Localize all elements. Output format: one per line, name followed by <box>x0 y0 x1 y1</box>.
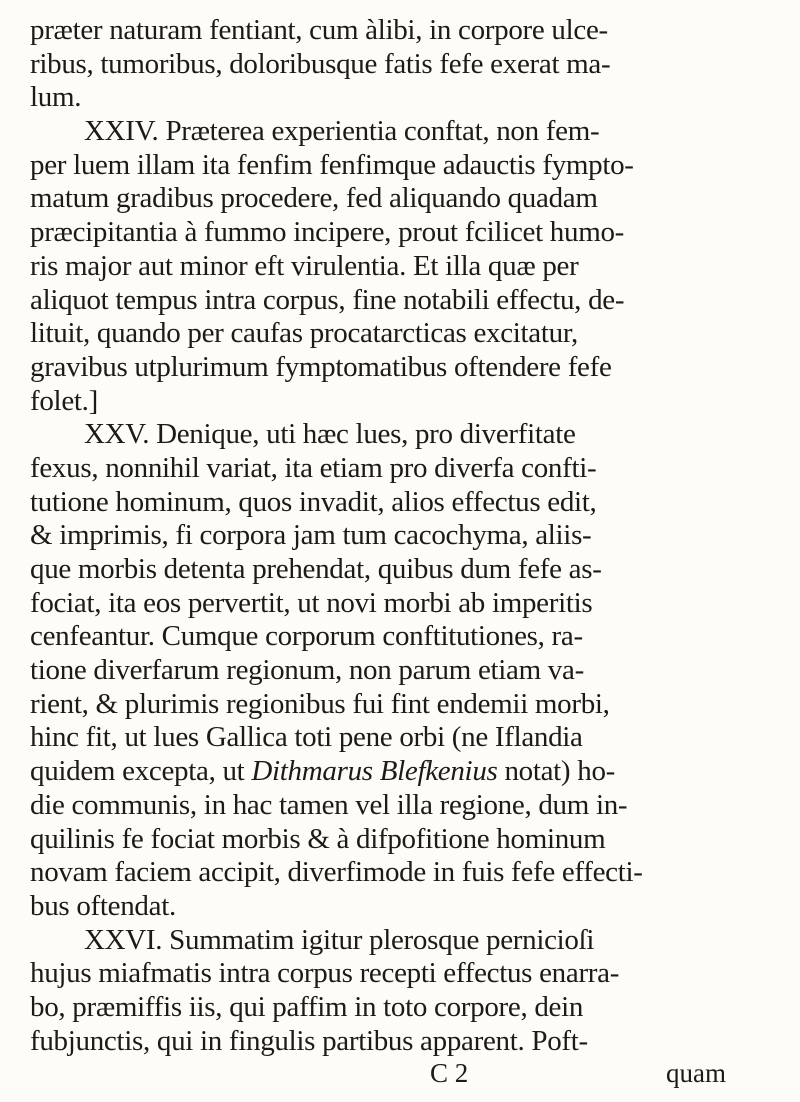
text-line: novam faciem accipit, diverfimode in fuis fefe effecti- <box>30 856 643 889</box>
text-line: per luem illam ita fenfim fenfimque adauctis fympto- <box>30 148 634 181</box>
text-line: ribus, tumoribus, doloribusque fatis fefe exerat ma- <box>30 47 611 80</box>
text-line: aliquot tempus intra corpus, fine notabili effectu, de- <box>30 283 625 316</box>
text-line: & imprimis, fi corpora jam tum cacochyma, aliis- <box>30 519 592 552</box>
text-line: tutione hominum, quos invadit, alios effectus edit, <box>30 485 597 518</box>
signature-mark: C 2 <box>430 1058 469 1089</box>
text-line: lum. <box>30 81 82 114</box>
paragraph-xxiv-start: XXIV. Præterea experientia conftat, non fem- <box>84 115 600 148</box>
text-line: fexus, nonnihil variat, ita etiam pro diverfa confti- <box>30 451 597 484</box>
text-line: lituit, quando per caufas procatarcticas excitatur, <box>30 317 578 350</box>
line-part: quidem excepta, ut <box>30 755 252 788</box>
catchword: quam <box>666 1058 726 1089</box>
line-part: notat) ho- <box>497 755 616 788</box>
paragraph-xxv-start: XXV. Denique, uti hæc lues, pro diverfitate <box>84 418 576 451</box>
text-line: fociat, ita eos pervertit, ut novi morbi ab imperitis <box>30 586 593 619</box>
text-line: fubjunctis, qui in fingulis partibus apparent. Poft- <box>30 1024 588 1057</box>
text-line: cenfeantur. Cumque corporum conftitutiones, ra- <box>30 620 583 653</box>
text-line: quilinis fe fociat morbis & à difpofitione hominum <box>30 822 606 855</box>
text-line-with-citation <box>30 755 790 789</box>
cited-author: Dithmarus Blefkenius <box>251 755 498 788</box>
text-line: ris major aut minor eft virulentia. Et illa quæ per <box>30 249 579 282</box>
text-line: que morbis detenta prehendat, quibus dum fefe as- <box>30 553 602 585</box>
text-line: tione diverfarum regionum, non parum etiam va- <box>30 654 584 687</box>
text-line: folet.] <box>30 384 98 417</box>
body-text <box>30 14 790 1088</box>
paragraph-xxvi-start: XXVI. Summatim igitur plerosque pernicioſi <box>84 923 595 956</box>
text-line: gravibus utplurimum fymptomatibus oftendere fefe <box>30 350 612 383</box>
text-line: hujus miafmatis intra corpus recepti effectus enarra- <box>30 957 620 990</box>
text-line: bo, præmiffis iis, qui paffim in toto corpore, dein <box>30 990 584 1023</box>
text-line: præter naturam fentiant, cum àlibi, in corpore ulce- <box>30 14 608 46</box>
text-line: die communis, in hac tamen vel illa regione, dum in- <box>30 788 628 821</box>
text-line: rient, & plurimis regionibus fui fint endemii morbi, <box>30 687 610 720</box>
text-line: præcipitantia à fummo incipere, prout fcilicet humo- <box>30 216 625 249</box>
text-line: matum gradibus procedere, fed aliquando quadam <box>30 182 598 215</box>
page-footer <box>30 1058 790 1088</box>
text-line: hinc fit, ut lues Gallica toti pene orbi (ne Iflandia <box>30 721 583 754</box>
text-line: bus oftendat. <box>30 889 176 922</box>
